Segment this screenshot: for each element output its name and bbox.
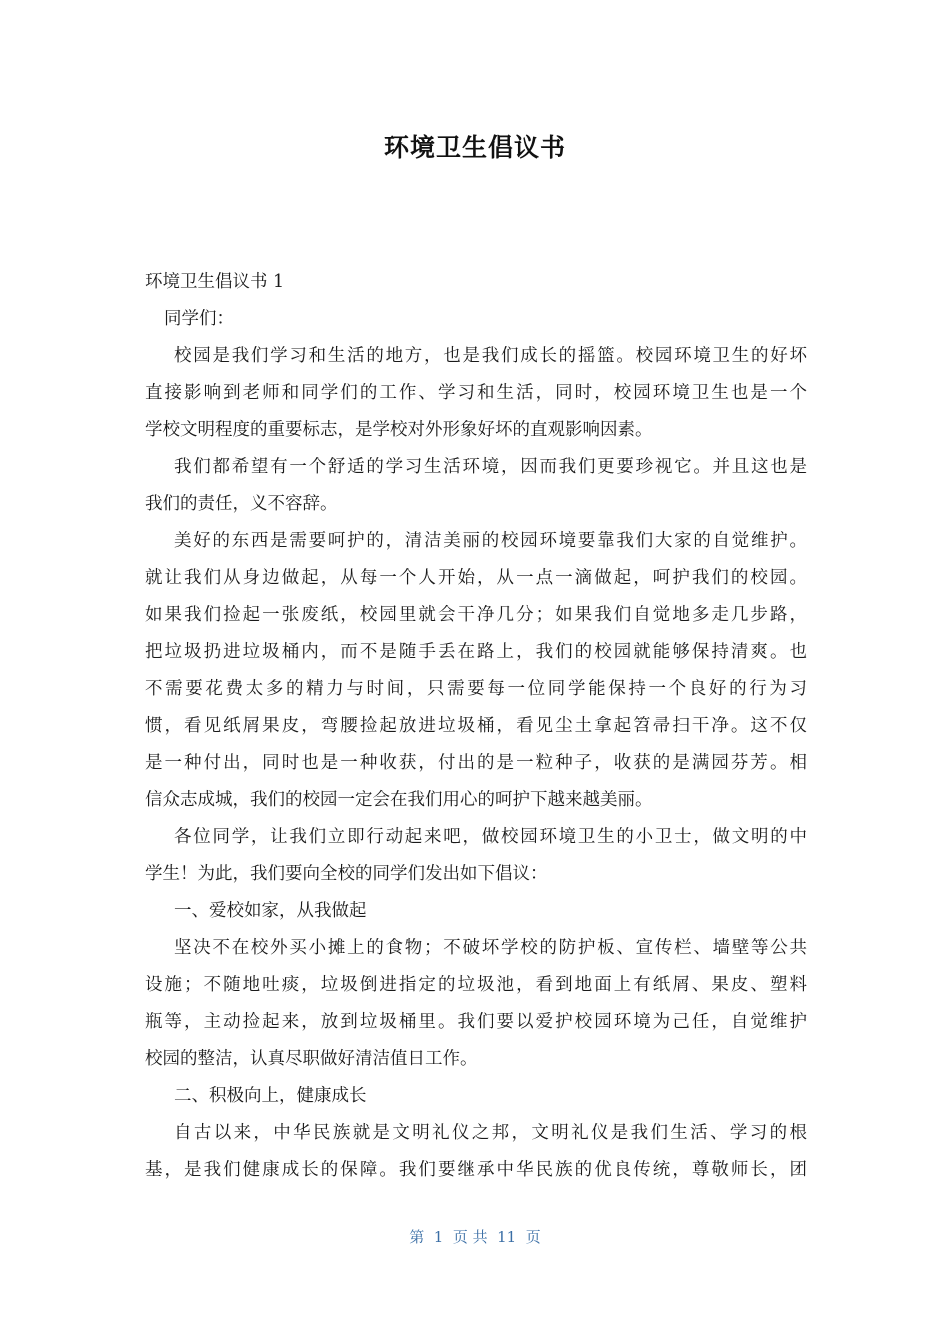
- body-line: 惯，看见纸屑果皮，弯腰捡起放进垃圾桶，看见尘土拿起笤帚扫干净。这不仅: [145, 716, 807, 736]
- body-line: 自古以来，中华民族就是文明礼仪之邦，文明礼仪是我们生活、学习的根: [174, 1123, 807, 1143]
- document-title: 环境卫生倡议书: [383, 133, 566, 162]
- body-line: 设施；不随地吐痰，垃圾倒进指定的垃圾池，看到地面上有纸屑、果皮、塑料: [145, 975, 807, 995]
- page-number-footer: 第 1 页 共 11 页: [409, 1228, 541, 1246]
- section-heading: 环境卫生倡议书 1: [145, 272, 285, 292]
- body-line: 信众志成城，我们的校园一定会在我们用心的呵护下越来越美丽。: [145, 790, 653, 810]
- body-line: 把垃圾扔进垃圾桶内，而不是随手丢在路上，我们的校园就能够保持清爽。也: [145, 642, 807, 662]
- subsection-heading: 二、积极向上，健康成长: [174, 1086, 367, 1106]
- body-line: 校园是我们学习和生活的地方，也是我们成长的摇篮。校园环境卫生的好坏: [174, 346, 807, 366]
- body-line: 不需要花费太多的精力与时间，只需要每一位同学能保持一个良好的行为习: [145, 679, 807, 699]
- body-line: 美好的东西是需要呵护的，清洁美丽的校园环境要靠我们大家的自觉维护。: [174, 531, 807, 551]
- body-line: 如果我们捡起一张废纸，校园里就会干净几分；如果我们自觉地多走几步路，: [145, 605, 807, 625]
- body-line: 校园的整洁，认真尽职做好清洁值日工作。: [145, 1049, 478, 1069]
- body-line: 我们都希望有一个舒适的学习生活环境，因而我们更要珍视它。并且这也是: [174, 457, 807, 477]
- body-line: 坚决不在校外买小摊上的食物；不破坏学校的防护板、宣传栏、墙壁等公共: [174, 938, 807, 958]
- subsection-heading: 一、爱校如家，从我做起: [174, 901, 367, 921]
- body-line: 学生！为此，我们要向全校的同学们发出如下倡议：: [145, 864, 548, 884]
- body-line: 学校文明程度的重要标志，是学校对外形象好坏的直观影响因素。: [145, 420, 653, 440]
- body-line: 是一种付出，同时也是一种收获，付出的是一粒种子，收获的是满园芬芳。相: [145, 753, 807, 773]
- salutation: 同学们：: [164, 309, 234, 329]
- body-line: 瓶等，主动捡起来，放到垃圾桶里。我们要以爱护校园环境为己任，自觉维护: [145, 1012, 807, 1032]
- body-line: 基，是我们健康成长的保障。我们要继承中华民族的优良传统，尊敬师长，团: [145, 1160, 807, 1180]
- document-body: [145, 264, 807, 1189]
- body-line: 直接影响到老师和同学们的工作、学习和生活，同时，校园环境卫生也是一个: [145, 383, 807, 403]
- body-line: 我们的责任，义不容辞。: [145, 494, 338, 514]
- body-line: 各位同学，让我们立即行动起来吧，做校园环境卫生的小卫士，做文明的中: [174, 827, 807, 847]
- body-line: 就让我们从身边做起，从每一个人开始，从一点一滴做起，呵护我们的校园。: [145, 568, 807, 588]
